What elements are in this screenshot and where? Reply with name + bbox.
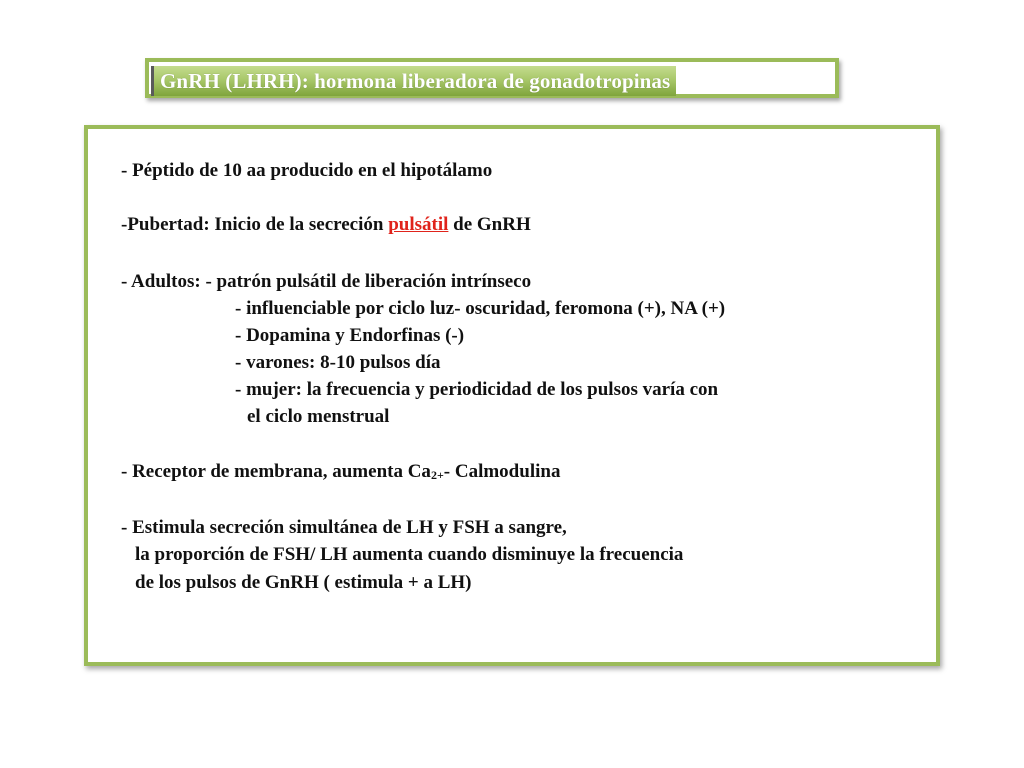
bullet-receptor-prefix: - Receptor de membrana, aumenta Ca [121,461,431,482]
bullet-pubertad-prefix: -Pubertad: Inicio de la secreción [121,214,389,235]
bullet-receptor [121,461,560,484]
adultos-sub-varones: - varones: 8-10 pulsos día [235,352,441,373]
slide-title: GnRH (LHRH): hormona liberadora de gonadotropinas [160,68,671,93]
bullet-estimula-cont1: la proporción de FSH/ LH aumenta cuando disminuye la frecuencia [135,544,684,565]
title-bar [151,66,676,96]
pulsatil-highlight: pulsátil [388,214,449,235]
bullet-pubertad [121,214,531,236]
adultos-sub-mujer: - mujer: la frecuencia y periodicidad de los pulsos varía con [235,379,719,400]
bullet-receptor-suffix: - Calmodulina [443,461,561,482]
adultos-sub-mujer-cont: el ciclo menstrual [247,406,390,427]
bullet-pubertad-suffix: de GnRH [448,214,531,235]
adultos-sub-influenciable: - influenciable por ciclo luz- oscuridad, feromona (+), NA (+) [235,298,726,319]
bullet-adultos: - Adultos: - patrón pulsátil de liberación intrínseco [121,271,532,292]
bullet-estimula: - Estimula secreción simultánea de LH y FSH a sangre, [121,517,567,538]
bullet-estimula-cont2: de los pulsos de GnRH ( estimula + a LH) [135,572,472,593]
bullet-peptido: - Péptido de 10 aa producido en el hipotálamo [121,160,493,181]
adultos-sub-dopamina: - Dopamina y Endorfinas (-) [235,325,465,346]
calcium-charge: 2+ [430,468,444,482]
